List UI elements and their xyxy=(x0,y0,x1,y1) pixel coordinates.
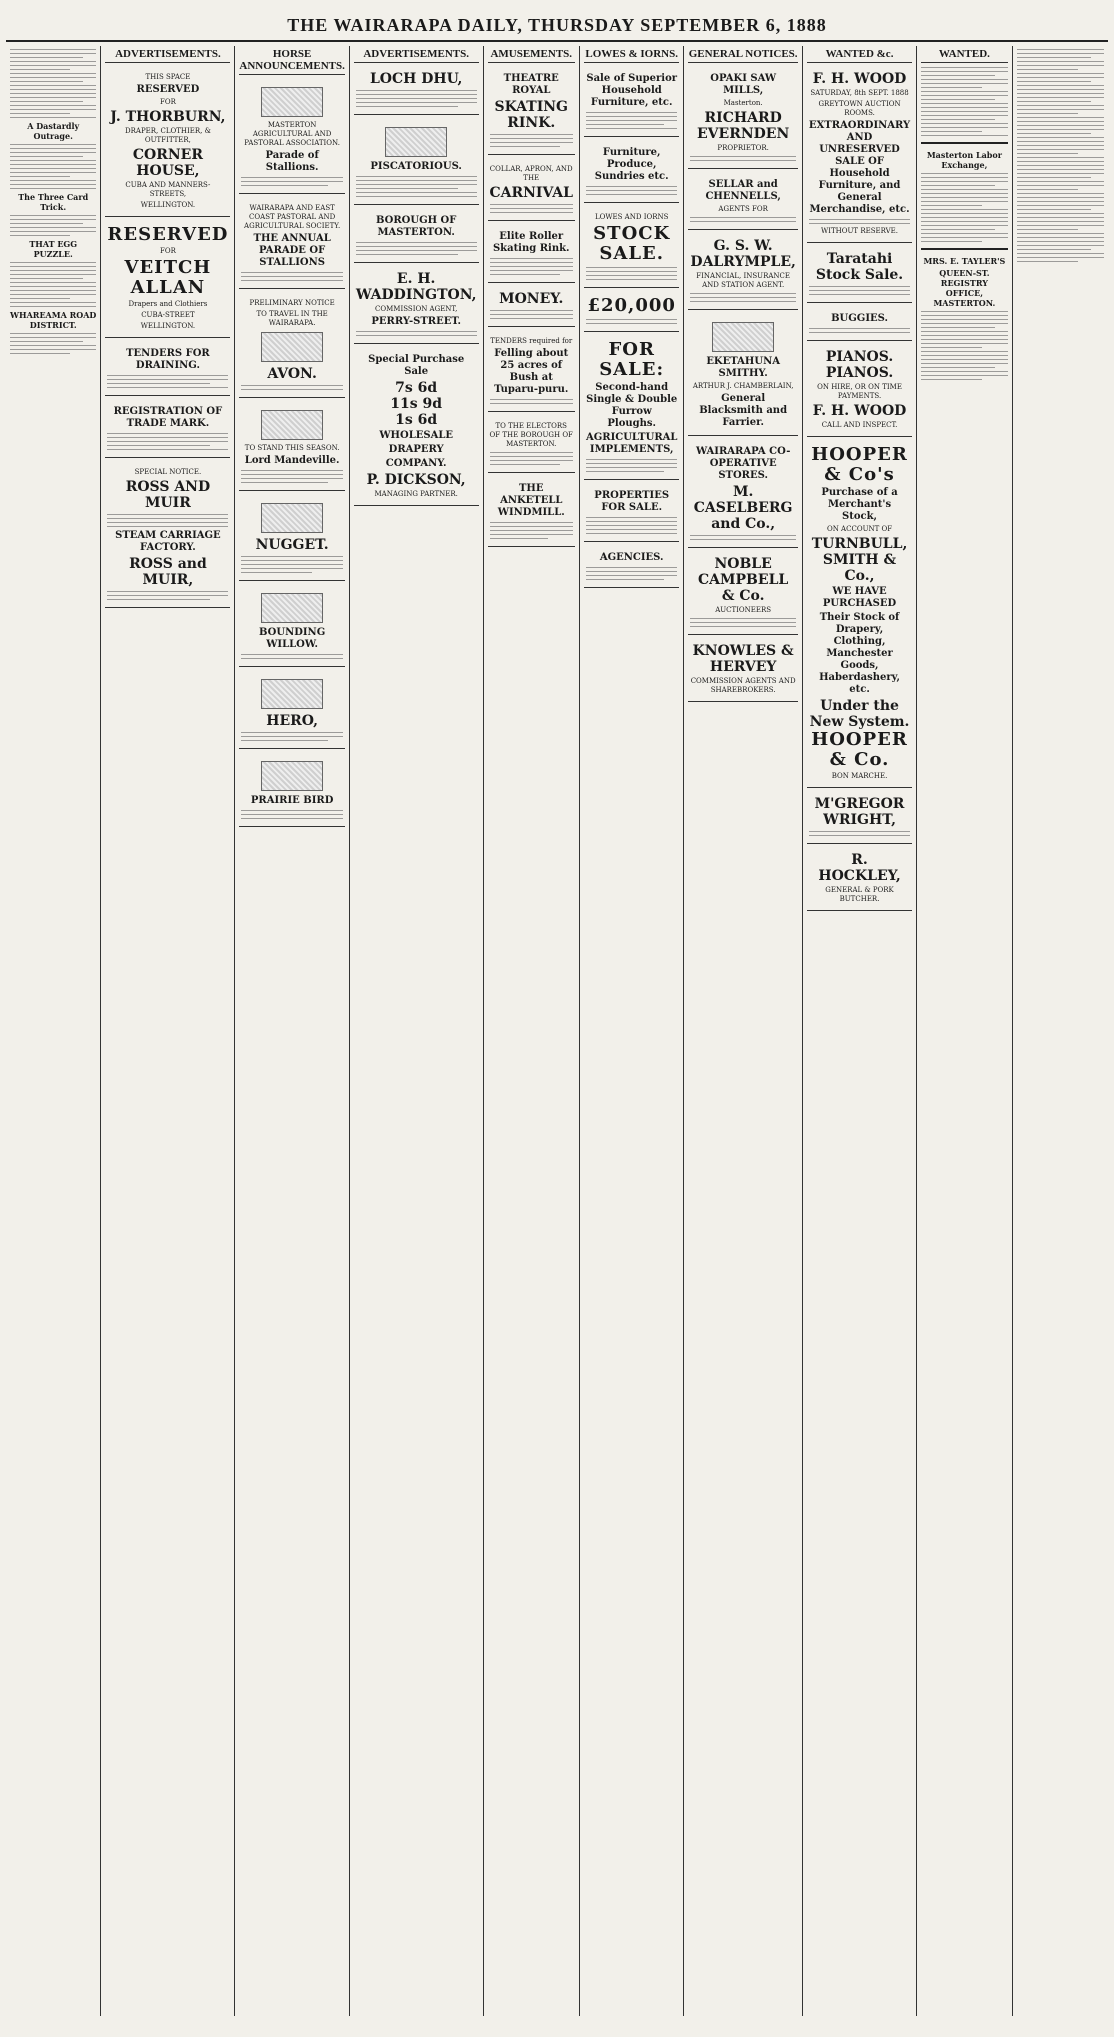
column-10 xyxy=(1013,46,1108,2016)
ad-heading: Furniture, Produce, Sundries etc. xyxy=(594,147,669,182)
ad-text: DRAPER, CLOTHIER, & OUTFITTER, xyxy=(125,127,211,144)
ad-heading: F. H. WOOD xyxy=(812,403,907,419)
ad-felling xyxy=(488,331,575,412)
ad-windmill xyxy=(488,477,575,547)
ad-special-purchase xyxy=(354,348,479,506)
ad-borough xyxy=(354,209,479,263)
ad-heading: AGENCIES. xyxy=(599,552,664,563)
ad-money xyxy=(488,287,575,327)
ad-buggies xyxy=(807,307,912,341)
ad-parade xyxy=(239,79,344,194)
ad-produce xyxy=(584,141,679,203)
ad-text: GENERAL & PORK BUTCHER. xyxy=(825,886,894,903)
ad-text: COMMISSION AGENT, xyxy=(375,305,458,313)
ad-heading: THE ANNUAL PARADE OF STALLIONS xyxy=(253,233,331,268)
column-1 xyxy=(6,46,101,2016)
ad-heading: ROSS AND MUIR xyxy=(125,479,211,511)
ad-heading: Lord Mandeville. xyxy=(244,455,340,466)
horse-image xyxy=(385,127,447,157)
horse-image xyxy=(261,593,323,623)
ad-price: 11s 9d xyxy=(390,396,443,412)
ad-loch-dhu xyxy=(354,67,479,115)
ad-trade-mark xyxy=(105,400,230,458)
column-2 xyxy=(101,46,235,2016)
ad-hockley xyxy=(807,848,912,911)
ad-heading: HERO, xyxy=(266,713,319,729)
ad-heading: PRAIRIE BIRD xyxy=(250,795,334,806)
ad-price: 7s 6d xyxy=(395,380,438,396)
ad-wood xyxy=(807,67,912,243)
column-8-heading: WANTED &c. xyxy=(807,46,912,63)
ad-text: MANAGING PARTNER. xyxy=(374,490,458,498)
ad-text: TO THE ELECTORS OF THE BOROUGH OF MASTERTON. xyxy=(489,422,573,448)
ad-sellar xyxy=(688,173,797,230)
ad-text: TO STAND THIS SEASON. xyxy=(244,444,340,452)
ad-text: TO TRAVEL IN THE WAIRARAPA. xyxy=(256,310,328,327)
masthead xyxy=(6,10,1108,42)
ad-nugget xyxy=(239,495,344,581)
ad-text: WAIRARAPA AND EAST COAST PASTORAL AND AGRICULTURAL SOCIETY. xyxy=(244,204,341,230)
ad-heading: HOOPER & Co. xyxy=(811,729,908,770)
ad-heading: £20,000 xyxy=(587,295,676,316)
horse-image xyxy=(261,410,323,440)
ad-heading: CARNIVAL xyxy=(489,185,573,201)
ad-heading: COMPANY. xyxy=(385,458,447,469)
column-7 xyxy=(684,46,802,2016)
column-6-heading: LOWES & IORNS. xyxy=(584,46,679,63)
ad-text: TENDERS required for xyxy=(490,337,573,345)
ad-lord-mandeville xyxy=(239,402,344,491)
wanted-ads-2 xyxy=(1017,49,1104,2019)
ad-noble xyxy=(688,552,797,635)
ad-heading: SKATING RINK. xyxy=(494,99,568,131)
ad-heading: STEAM CARRIAGE FACTORY. xyxy=(115,530,221,553)
ad-text: ARTHUR J. CHAMBERLAIN, xyxy=(692,382,794,390)
ad-text: WELLINGTON. xyxy=(140,201,196,209)
ad-hero xyxy=(239,671,344,749)
ad-heading: MRS. E. TAYLER'S xyxy=(923,256,1006,266)
ad-heading: PIANOS. PIANOS. xyxy=(825,349,894,381)
ad-heading: LOCH DHU, xyxy=(369,71,463,87)
ad-text: CUBA-STREET xyxy=(141,311,195,319)
ad-heading: Taratahi Stock Sale. xyxy=(815,251,904,283)
ad-heading: M. CASELBERG and Co., xyxy=(693,484,793,532)
ad-heading: RESERVED xyxy=(107,224,229,245)
ad-smithy xyxy=(688,314,797,436)
ad-text: COMMISSION AGENTS AND SHAREBROKERS. xyxy=(690,677,796,694)
ad-heading: THE ANKETELL WINDMILL. xyxy=(497,483,565,518)
ad-heading: WE HAVE PURCHASED xyxy=(822,586,897,609)
ad-text: SATURDAY, 8th SEPT. 1888 xyxy=(810,89,909,97)
ad-text: MASTERTON AGRICULTURAL AND PASTORAL ASSOCIATION. xyxy=(244,121,340,147)
ad-price: 1s 6d xyxy=(395,412,438,428)
ad-heading: G. S. W. DALRYMPLE, xyxy=(690,238,796,270)
ad-heading: NOBLE CAMPBELL & Co. xyxy=(698,556,789,604)
news-heading-district: WHAREAMA ROAD DISTRICT. xyxy=(10,310,97,330)
ad-text: Masterton. xyxy=(723,99,763,107)
ad-furniture-sale xyxy=(584,67,679,137)
ad-thorburn xyxy=(105,67,230,217)
ad-text: ON HIRE, OR ON TIME PAYMENTS. xyxy=(817,383,902,400)
ad-carnival xyxy=(488,159,575,221)
ad-electors xyxy=(488,416,575,473)
ad-heading: MONEY. xyxy=(499,291,564,307)
ad-heading: P. DICKSON, xyxy=(366,472,466,488)
ad-text: COLLAR, APRON, AND THE xyxy=(489,165,573,182)
ad-avon xyxy=(239,293,344,398)
ad-bounding-willow xyxy=(239,585,344,667)
ad-text: WITHOUT RESERVE. xyxy=(821,227,899,235)
ad-ploughs xyxy=(584,336,679,480)
ad-text: AGENTS FOR xyxy=(718,205,768,213)
ad-text: WELLINGTON. xyxy=(140,322,196,330)
ad-properties xyxy=(584,484,679,542)
ad-text: CALL AND INSPECT. xyxy=(821,421,898,429)
column-9-heading: WANTED. xyxy=(921,46,1007,63)
news-heading-dastardly: A Dastardly Outrage. xyxy=(27,121,80,141)
ad-text: CUBA AND MANNERS-STREETS, xyxy=(125,181,211,198)
ad-heading: Special Purchase Sale xyxy=(368,354,465,377)
ad-text: THIS SPACE xyxy=(145,73,191,81)
news-heading-egg: THAT EGG PUZZLE. xyxy=(29,239,78,259)
ad-heading: STOCK SALE. xyxy=(593,223,671,264)
ad-heading: PISCATORIOUS. xyxy=(370,161,462,172)
ad-heading: BOUNDING WILLOW. xyxy=(259,627,326,650)
ad-heading: OPAKI SAW MILLS, xyxy=(710,73,777,96)
ad-stock-sale xyxy=(584,207,679,288)
column-7-heading: GENERAL NOTICES. xyxy=(688,46,797,63)
horse-image xyxy=(261,679,323,709)
ad-text: AUCTIONEERS xyxy=(715,606,772,614)
ad-veitch-allan xyxy=(105,221,230,338)
ad-heading: THEATRE ROYAL xyxy=(503,73,559,96)
ad-ross-muir xyxy=(105,462,230,608)
ad-heading: AGRICULTURAL IMPLEMENTS, xyxy=(585,432,678,455)
column-3-heading: HORSE ANNOUNCEMENTS. xyxy=(239,46,344,75)
ad-text: FINANCIAL, INSURANCE AND STATION AGENT. xyxy=(696,272,790,289)
ad-heading: F. H. WOOD xyxy=(812,71,907,87)
ad-text: BON MARCHE. xyxy=(831,772,888,780)
ad-heading: Felling about 25 acres of Bush at Tuparu-puru. xyxy=(494,348,569,395)
ad-text: PROPRIETOR. xyxy=(717,144,769,152)
ad-heading: Elite Roller Skating Rink. xyxy=(492,231,570,254)
ad-heading: RESERVED xyxy=(136,84,200,95)
horse-image xyxy=(261,332,323,362)
ad-agencies xyxy=(584,546,679,588)
news-heading-three-card: The Three Card Trick. xyxy=(18,192,89,212)
blacksmith-image xyxy=(712,322,774,352)
ad-heading: General Blacksmith and Farrier. xyxy=(699,393,788,428)
horse-image xyxy=(261,761,323,791)
ad-heading: WAIRARAPA CO-OPERATIVE STORES. xyxy=(695,446,791,481)
column-5-heading: AMUSEMENTS. xyxy=(488,46,575,63)
column-3 xyxy=(235,46,349,2016)
ad-heading: QUEEN-ST. REGISTRY OFFICE, MASTERTON. xyxy=(933,268,996,308)
ad-prairie-bird xyxy=(239,753,344,827)
ad-heading: TENDERS FOR DRAINING. xyxy=(126,348,210,371)
ad-heading: VEITCH xyxy=(124,257,212,278)
ad-coop xyxy=(688,440,797,548)
horse-image xyxy=(261,503,323,533)
ad-heading: Sale of Superior Household Furniture, etc. xyxy=(586,73,678,108)
ad-heading: KNOWLES & HERVEY xyxy=(692,643,794,675)
ad-heading: ALLAN xyxy=(130,277,206,298)
ad-heading: TURNBULL, SMITH & Co., xyxy=(811,536,908,584)
masthead-title: THE WAIRARAPA DAILY, THURSDAY SEPTEMBER 6, 1888 xyxy=(287,14,827,35)
ad-saw-mills xyxy=(688,67,797,169)
ad-text: FOR xyxy=(159,98,176,106)
ad-hooper xyxy=(807,441,912,788)
ad-tenders xyxy=(105,342,230,396)
ad-heading: J. THORBURN, xyxy=(110,109,226,125)
ad-heading: HOOPER & Co's xyxy=(811,444,908,485)
wanted-ads xyxy=(921,67,1007,2037)
ad-heading: BOROUGH OF MASTERTON. xyxy=(375,215,457,238)
ad-heading: WHOLESALE xyxy=(379,430,454,441)
ad-text: PRELIMINARY NOTICE xyxy=(249,299,335,307)
ad-text: SPECIAL NOTICE. xyxy=(134,468,202,476)
ad-heading: BUGGIES. xyxy=(831,313,888,324)
ad-heading: DRAPERY xyxy=(388,444,444,455)
news-text xyxy=(10,49,96,2019)
column-9 xyxy=(917,46,1012,2016)
ad-heading: REGISTRATION OF TRADE MARK. xyxy=(113,406,223,429)
ad-dalrymple xyxy=(688,234,797,310)
ad-heading: RICHARD EVERNDEN xyxy=(697,110,790,142)
column-2-heading: ADVERTISEMENTS. xyxy=(105,46,230,63)
ad-heading: EKETAHUNA SMITHY. xyxy=(706,356,780,379)
column-4 xyxy=(350,46,484,2016)
ad-text: GREYTOWN AUCTION ROOMS. xyxy=(818,100,901,117)
ad-heading: NUGGET. xyxy=(255,537,329,553)
ad-waddington xyxy=(354,267,479,344)
ad-piscatorious xyxy=(354,119,479,205)
horse-image xyxy=(261,87,323,117)
column-6 xyxy=(580,46,684,2016)
ad-mcgregor xyxy=(807,792,912,844)
ad-text: FOR xyxy=(159,247,176,255)
ad-money-lend xyxy=(584,292,679,332)
ad-text: Drapers and Clothiers xyxy=(128,300,208,308)
ad-heading: Parade of Stallions. xyxy=(265,150,319,173)
ad-heading: FOR SALE: xyxy=(599,339,665,380)
ad-pianos xyxy=(807,345,912,437)
ad-heading: SELLAR and CHENNELLS, xyxy=(705,179,781,202)
ad-elite-rink xyxy=(488,225,575,283)
ad-heading: CORNER HOUSE, xyxy=(132,147,203,179)
ad-stallions xyxy=(239,198,344,289)
column-4-heading: ADVERTISEMENTS. xyxy=(354,46,479,63)
ad-heading: Second-hand Single & Double Furrow Ploughs. xyxy=(586,382,678,429)
ad-taratahi xyxy=(807,247,912,303)
ad-heading: Their Stock of Drapery, Clothing, Manchester Goods, Haberdashery, etc. xyxy=(819,612,900,695)
column-5 xyxy=(484,46,580,2016)
ad-knowles xyxy=(688,639,797,702)
column-8 xyxy=(803,46,917,2016)
ad-heading: PERRY-STREET. xyxy=(371,316,461,327)
ad-heading: Under the New System. xyxy=(809,698,910,730)
ad-heading: Purchase of a Merchant's Stock, xyxy=(821,487,898,522)
columns xyxy=(6,46,1108,2016)
ad-theatre xyxy=(488,67,575,155)
ad-text: LOWES AND IORNS xyxy=(594,213,669,221)
ad-heading: M'GREGOR WRIGHT, xyxy=(814,796,905,828)
ad-heading: EXTRAORDINARY AND UNRESERVED SALE OF Household Furniture, and General Merchandise, etc. xyxy=(808,120,911,215)
ad-heading: PROPERTIES FOR SALE. xyxy=(594,490,670,513)
ad-text: ON ACCOUNT OF xyxy=(826,525,893,533)
ad-heading: Masterton Labor Exchange, xyxy=(926,150,1002,170)
ad-heading: ROSS and MUIR, xyxy=(129,556,207,588)
ad-heading: E. H. WADDINGTON, xyxy=(355,271,477,303)
ad-heading: AVON. xyxy=(267,366,317,382)
ad-heading: R. HOCKLEY, xyxy=(818,852,901,884)
